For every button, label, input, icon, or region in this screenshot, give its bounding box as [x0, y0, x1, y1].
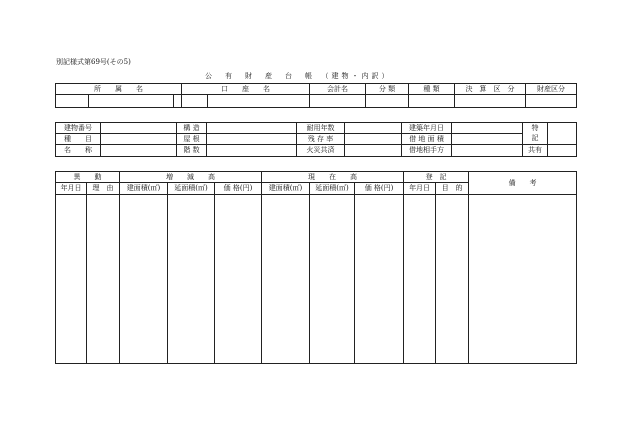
sub-header-current-floor-area: 延面積(㎡) — [310, 183, 355, 195]
info-label-special-2: 記 — [523, 134, 548, 145]
info-value-category[interactable] — [101, 134, 177, 145]
info-value-construction-date[interactable] — [452, 123, 523, 134]
header-label-type: 種 類 — [409, 84, 455, 95]
cell-current-floor-area[interactable] — [310, 195, 355, 364]
group-header-remarks: 備 考 — [469, 172, 577, 195]
header-divider-mark — [88, 95, 89, 107]
group-header-registration: 登 記 — [404, 172, 469, 183]
form-number: 別記様式第69号(その5) — [56, 58, 131, 66]
info-value-special[interactable] — [548, 123, 577, 134]
header-table — [55, 83, 577, 108]
header-label-property-class: 財産区分 — [526, 84, 577, 95]
info-label-roof: 屋 根 — [177, 134, 207, 145]
sub-header-change-reason: 理 由 — [87, 183, 120, 195]
info-label-fire-insurance: 火災共済 — [297, 145, 345, 157]
info-value-roof[interactable] — [207, 134, 297, 145]
header-label-classification: 分 類 — [366, 84, 409, 95]
header-value-property-class[interactable] — [526, 95, 577, 108]
info-value-structure[interactable] — [207, 123, 297, 134]
info-label-floors: 階 数 — [177, 145, 207, 157]
info-value-floors[interactable] — [207, 145, 297, 157]
info-label-useful-life: 耐用年数 — [297, 123, 345, 134]
info-label-residual-rate: 残 存 率 — [297, 134, 345, 145]
page-title: 公 有 財 産 台 帳 （建物・内訳） — [205, 72, 392, 80]
sub-header-delta-building-area: 建面積(㎡) — [120, 183, 168, 195]
header-label-settlement: 決 算 区 分 — [455, 84, 526, 95]
sub-header-registration-date: 年月日 — [404, 183, 436, 195]
info-label-special-1: 特 — [523, 123, 548, 134]
header-label-accounting: 会計名 — [310, 84, 366, 95]
header-value-type[interactable] — [409, 95, 455, 108]
info-value-useful-life[interactable] — [345, 123, 402, 134]
info-label-shared: 共有 — [523, 145, 548, 157]
sub-header-change-date: 年月日 — [56, 183, 87, 195]
info-label-building-number: 建物番号 — [56, 123, 101, 134]
info-value-name[interactable] — [101, 145, 177, 157]
info-label-leased-land-area: 借 地 面 積 — [402, 134, 452, 145]
info-label-land-lessor: 借地相手方 — [402, 145, 452, 157]
info-label-category: 種 目 — [56, 134, 101, 145]
cell-change-date[interactable] — [56, 195, 87, 364]
cell-change-reason[interactable] — [87, 195, 120, 364]
sub-header-delta-price: 価 格(円) — [215, 183, 262, 195]
header-label-affiliation: 所 属 名 — [56, 84, 182, 95]
info-value-leased-land-area[interactable] — [452, 134, 523, 145]
sub-header-registration-purpose: 目 的 — [436, 183, 469, 195]
info-label-structure: 構 造 — [177, 123, 207, 134]
header-value-accounting[interactable] — [310, 95, 366, 108]
cell-registration-date[interactable] — [404, 195, 436, 364]
ledger-table — [55, 171, 577, 364]
group-header-change: 異 動 — [56, 172, 120, 183]
info-value-shared[interactable] — [548, 145, 577, 157]
header-value-classification[interactable] — [366, 95, 409, 108]
cell-remarks[interactable] — [469, 195, 577, 364]
group-header-increase-decrease: 増 減 高 — [120, 172, 262, 183]
header-divider-mark — [173, 95, 174, 107]
cell-registration-purpose[interactable] — [436, 195, 469, 364]
info-value-fire-insurance[interactable] — [345, 145, 402, 157]
cell-delta-price[interactable] — [215, 195, 262, 364]
building-info-table — [55, 122, 577, 157]
header-value-account[interactable] — [182, 95, 310, 108]
info-value-building-number[interactable] — [101, 123, 177, 134]
cell-current-price[interactable] — [355, 195, 404, 364]
info-value-land-lessor[interactable] — [452, 145, 523, 157]
cell-delta-building-area[interactable] — [120, 195, 168, 364]
cell-current-building-area[interactable] — [262, 195, 310, 364]
header-value-settlement[interactable] — [455, 95, 526, 108]
sub-header-current-building-area: 建面積(㎡) — [262, 183, 310, 195]
header-divider-mark — [207, 95, 208, 107]
cell-delta-floor-area[interactable] — [168, 195, 215, 364]
sub-header-delta-floor-area: 延面積(㎡) — [168, 183, 215, 195]
info-label-name: 名 称 — [56, 145, 101, 157]
info-value-special-2[interactable] — [548, 134, 577, 145]
group-header-current: 現 在 高 — [262, 172, 404, 183]
info-label-construction-date: 建築年月日 — [402, 123, 452, 134]
header-label-account: 口 座 名 — [182, 84, 310, 95]
header-value-affiliation[interactable] — [56, 95, 182, 108]
sub-header-current-price: 価 格(円) — [355, 183, 404, 195]
info-value-residual-rate[interactable] — [345, 134, 402, 145]
